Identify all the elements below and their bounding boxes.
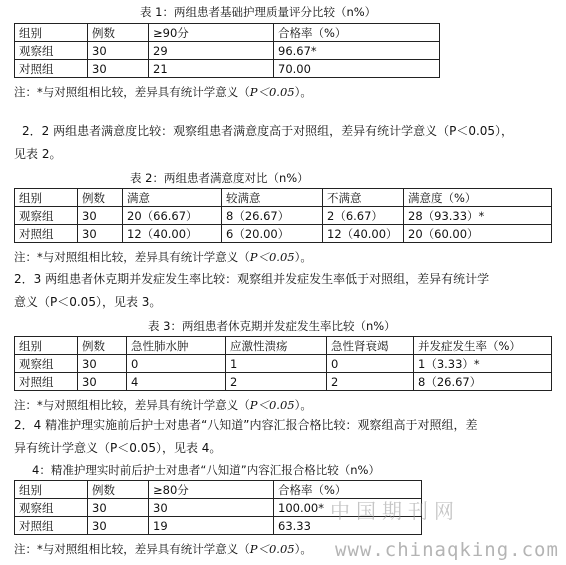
header-cell: 较满意 (222, 189, 323, 207)
table-row (15, 60, 440, 78)
table-cell: 观察组 (15, 42, 88, 60)
section-2-2-line2: 见表 2。 (14, 147, 62, 161)
header-cell: 例数 (78, 337, 127, 355)
table-cell: 2 (226, 373, 327, 391)
table-cell: 28（93.33）* (404, 207, 552, 225)
table-cell: 1（3.33）* (414, 355, 552, 373)
section-2-3-line2: 意义（P＜0.05），见表 3。 (14, 295, 162, 309)
table1-note: 注：*与对照组相比较，差异具有统计学意义（P＜0.05）。 (14, 85, 312, 99)
table-cell: 20（66.67） (123, 207, 222, 225)
table-cell: 70.00 (274, 60, 440, 78)
table-cell: 1 (226, 355, 327, 373)
table-cell: 30 (88, 42, 149, 60)
section-2-3-line1: 2．3 两组患者休克期并发症发生率比较：观察组并发症发生率低于对照组，差异有统计学 (14, 272, 490, 286)
header-cell: 组别 (15, 337, 78, 355)
header-cell: 应激性溃疡 (226, 337, 327, 355)
table-header-row (15, 24, 440, 42)
table2-note: 注：*与对照组相比较，差异具有统计学意义（P＜0.05）。 (14, 250, 312, 264)
table-cell: 2（6.67） (323, 207, 404, 225)
section-2-4-line2: 异有统计学意义（P＜0.05），见表 4。 (14, 441, 222, 455)
table-cell: 观察组 (15, 207, 78, 225)
table-cell: 21 (149, 60, 274, 78)
table3 (14, 336, 552, 391)
watermark-url: www.chinaqking.com (335, 539, 559, 561)
header-cell: ≥90分 (149, 24, 274, 42)
table-cell: 观察组 (15, 355, 78, 373)
table-row (15, 373, 552, 391)
table-cell: 对照组 (15, 517, 88, 535)
header-cell: 合格率（%） (274, 24, 440, 42)
table-cell: 8（26.67） (222, 207, 323, 225)
watermark-cn: 中国期刊网 (330, 499, 460, 523)
table-cell: 30 (88, 499, 149, 517)
table-row (15, 225, 552, 243)
table-cell: 2 (327, 373, 414, 391)
table4-caption: 4：精准护理实时前后护士对患者“八知道”内容汇报合格比较（n%） (32, 463, 380, 477)
header-cell: 并发症发生率（%） (414, 337, 552, 355)
table4-note: 注：*与对照组相比较，差异具有统计学意义（P＜0.05）。 (14, 542, 312, 556)
table-header-row (15, 189, 552, 207)
table-cell: 20（60.00） (404, 225, 552, 243)
table-cell: 63.33 (274, 517, 422, 535)
table-cell: 30 (78, 373, 127, 391)
header-cell: 急性肺水肿 (127, 337, 226, 355)
table-cell: 12（40.00） (323, 225, 404, 243)
table2 (14, 188, 552, 243)
header-cell: 合格率（%） (274, 481, 422, 499)
header-cell: 例数 (88, 481, 149, 499)
header-cell: 组别 (15, 189, 78, 207)
table-cell: 对照组 (15, 225, 78, 243)
table1 (14, 23, 440, 78)
table-cell: 30 (78, 207, 123, 225)
header-cell: ≥80分 (149, 481, 274, 499)
table-cell: 对照组 (15, 60, 88, 78)
table-row (15, 42, 440, 60)
table3-note: 注：*与对照组相比较，差异具有统计学意义（P＜0.05）。 (14, 398, 312, 412)
section-2-4-line1: 2．4 精准护理实施前后护士对患者“八知道”内容汇报合格比较：观察组高于对照组，差 (14, 418, 478, 432)
header-cell: 不满意 (323, 189, 404, 207)
table-header-row (15, 337, 552, 355)
table-row (15, 207, 552, 225)
table-cell: 100.00* (274, 499, 422, 517)
table-cell: 6（20.00） (222, 225, 323, 243)
table-cell: 30 (88, 517, 149, 535)
table-row (15, 355, 552, 373)
table-cell: 12（40.00） (123, 225, 222, 243)
table-cell: 对照组 (15, 373, 78, 391)
table-cell: 19 (149, 517, 274, 535)
table-cell: 8（26.67） (414, 373, 552, 391)
table-cell: 0 (327, 355, 414, 373)
table-cell: 96.67* (274, 42, 440, 60)
table1-caption: 表 1：两组患者基础护理质量评分比较（n%） (140, 5, 377, 19)
header-cell: 满意 (123, 189, 222, 207)
header-cell: 急性肾衰竭 (327, 337, 414, 355)
table-cell: 30 (149, 499, 274, 517)
table-cell: 30 (78, 355, 127, 373)
header-cell: 满意度（%） (404, 189, 552, 207)
header-cell: 例数 (78, 189, 123, 207)
table-cell: 4 (127, 373, 226, 391)
table-cell: 30 (88, 60, 149, 78)
table3-caption: 表 3：两组患者休克期并发症发生率比较（n%） (148, 319, 396, 333)
table-cell: 观察组 (15, 499, 88, 517)
table-cell: 30 (78, 225, 123, 243)
header-cell: 例数 (88, 24, 149, 42)
table-cell: 29 (149, 42, 274, 60)
header-cell: 组别 (15, 24, 88, 42)
table-cell: 0 (127, 355, 226, 373)
section-2-2-line1: 2．2 两组患者满意度比较：观察组患者满意度高于对照组，差异有统计学意义（P＜0.05）， (22, 124, 514, 138)
table2-caption: 表 2：两组患者满意度对比（n%） (130, 171, 309, 185)
header-cell: 组别 (15, 481, 88, 499)
